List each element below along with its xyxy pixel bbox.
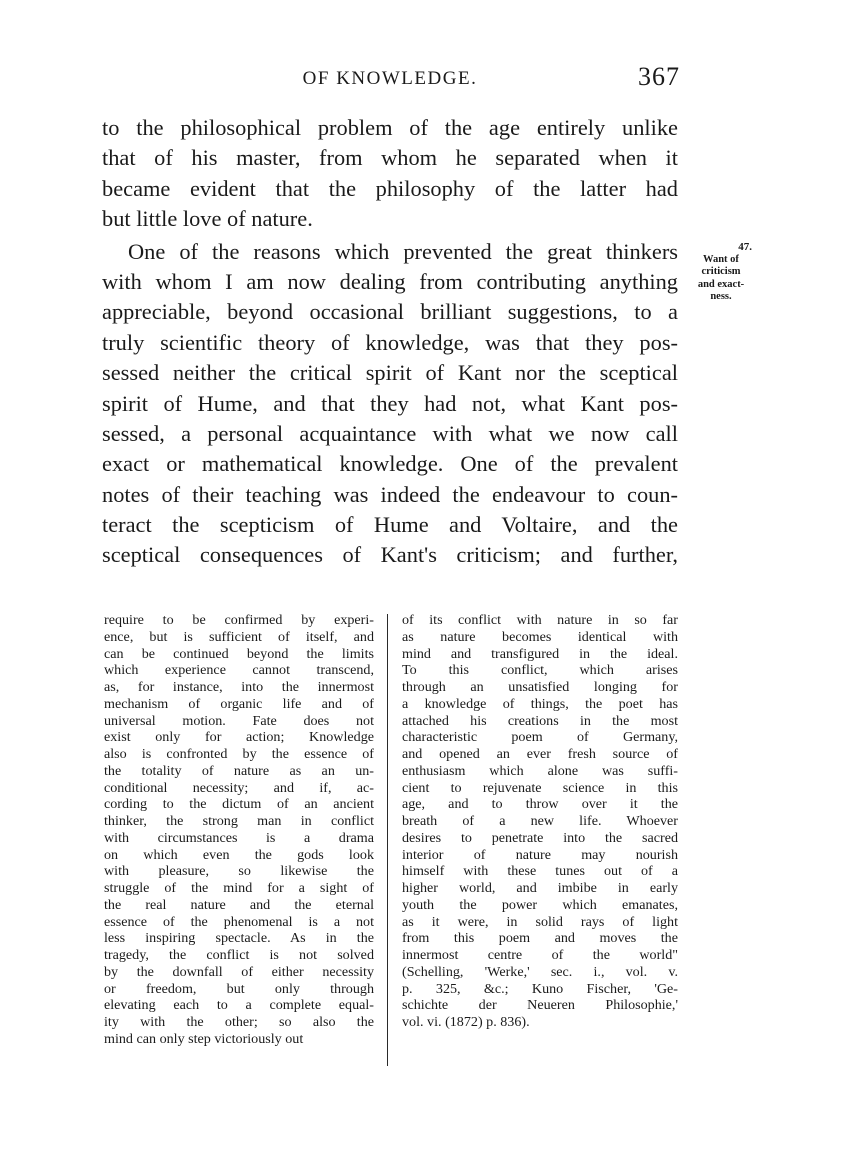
footnote-line: with circumstances is a drama [104, 829, 374, 846]
footnote-line: characteristic poem of Germany, [402, 729, 678, 746]
running-title: OF KNOWLEDGE. [302, 68, 478, 89]
body-line: One of the reasons which prevented the great thinkers [128, 238, 678, 264]
footnote-line: struggle of the mind for a sight of [104, 880, 374, 896]
footnote-line: require to be confirmed by experi- [104, 612, 374, 628]
margin-note-line: and exact- [697, 278, 745, 290]
footnote-line: from this poem and moves the [402, 930, 678, 947]
footnote-line: ence, but is sufficient of itself, and [104, 628, 374, 645]
footnote-line: and opened an ever fresh source of [402, 746, 678, 762]
footnote-line: as nature becomes identical with [402, 628, 678, 645]
footnote-line: cording to the dictum of an ancient [104, 796, 374, 813]
body-line: sessed neither the critical spirit of Kant nor the sceptical [102, 360, 678, 386]
body-line: sessed, a personal acquaintance with what we now call [102, 420, 678, 446]
footnote-line: through an unsatisfied longing for [402, 679, 678, 695]
footnote-line: as it were, in solid rays of light [402, 913, 678, 930]
footnote-line: desires to penetrate into the sacred [402, 829, 678, 846]
body-line: teract the scepticism of Hume and Voltaire, and the [102, 512, 678, 538]
footnote-line: essence of the phenomenal is a not [104, 913, 374, 930]
footnote-line: a knowledge of things, the poet has [402, 695, 678, 712]
body-line: truly scientific theory of knowledge, was that they pos- [102, 329, 678, 355]
footnotes [104, 612, 678, 1082]
body-line: but little love of nature. [102, 206, 313, 232]
footnote-line: cient to rejuvenate science in this [402, 779, 678, 796]
footnote-line: as, for instance, into the innermost [104, 679, 374, 695]
footnote-line: thinker, the strong man in conflict [104, 813, 374, 829]
body-line: appreciable, beyond occasional brilliant suggestions, to a [102, 299, 678, 325]
footnote-line: schichte der Neueren Philosophie,' [402, 997, 678, 1014]
footnote-line: universal motion. Fate does not [104, 712, 374, 729]
footnote-line: p. 325, &c.; Kuno Fischer, 'Ge- [402, 980, 678, 997]
footnote-line: age, and to throw over it the [402, 796, 678, 813]
body-line: exact or mathematical knowledge. One of the prevalent [102, 451, 678, 477]
footnote-line: tragedy, the conflict is not solved [104, 947, 374, 963]
footnote-line: with pleasure, so likewise the [104, 863, 374, 880]
footnote-line: interior of nature may nourish [402, 846, 678, 863]
footnote-line: himself with these tunes out of a [402, 863, 678, 880]
footnote-line: mind can only step victoriously out [104, 1030, 304, 1047]
body-text [102, 113, 678, 571]
margin-note [686, 241, 756, 304]
footnote-line: exist only for action; Knowledge [104, 729, 374, 746]
footnote-line: of its conflict with nature in so far [402, 612, 678, 628]
footnote-line: which experience cannot transcend, [104, 662, 374, 679]
footnote-line: higher world, and imbibe in early [402, 880, 678, 896]
body-line: to the philosophical problem of the age entirely unlike [102, 115, 678, 140]
margin-note-line: Want of [703, 253, 739, 265]
footnote-line: also is confronted by the essence of [104, 746, 374, 762]
footnote-line: or freedom, but only through [104, 980, 374, 997]
footnote-line: (Schelling, 'Werke,' sec. i., vol. v. [402, 963, 678, 980]
footnote-line: on which even the gods look [104, 846, 374, 863]
footnote-line: enthusiasm which alone was suffi- [402, 762, 678, 779]
page-number: 367 [638, 62, 680, 91]
footnote-column-right [402, 612, 678, 1031]
margin-note-line: criticism [701, 266, 741, 277]
running-head [100, 62, 680, 96]
column-divider [387, 614, 388, 1066]
footnote-line: the totality of nature as an un- [104, 762, 374, 779]
body-line: notes of their teaching was indeed the endeavour to coun- [102, 481, 678, 507]
footnote-line: by the downfall of either necessity [104, 963, 374, 980]
footnote-column-left [104, 612, 374, 1048]
body-line: sceptical consequences of Kant's criticism; and further, [102, 542, 678, 568]
footnote-line: attached his creations in the most [402, 712, 678, 729]
footnote-line: less inspiring spectacle. As in the [104, 930, 374, 947]
footnote-line: ity with the other; so also the [104, 1014, 374, 1030]
footnote-line: breath of a new life. Whoever [402, 813, 678, 829]
footnote-line: conditional necessity; and if, ac- [104, 779, 374, 796]
footnote-line: the real nature and the eternal [104, 896, 374, 913]
footnote-line: youth the power which emanates, [402, 896, 678, 913]
footnote-line: elevating each to a complete equal- [104, 997, 374, 1014]
body-line: that of his master, from whom he separated when it [102, 145, 678, 171]
footnote-line: To this conflict, which arises [402, 662, 678, 679]
footnote-line: can be continued beyond the limits [104, 645, 374, 662]
footnote-line: innermost centre of the world" [402, 947, 678, 963]
body-line: with whom I am now dealing from contributing anything [102, 268, 678, 294]
body-line: spirit of Hume, and that they had not, what Kant pos- [102, 390, 678, 416]
footnote-line: vol. vi. (1872) p. 836). [402, 1014, 530, 1030]
body-line: became evident that the philosophy of the latter had [102, 175, 678, 201]
footnote-line: mechanism of organic life and of [104, 695, 374, 712]
margin-note-line: ness. [710, 291, 732, 302]
footnote-line: mind and transfigured in the ideal. [402, 645, 678, 662]
margin-note-number: 47. [738, 241, 752, 253]
